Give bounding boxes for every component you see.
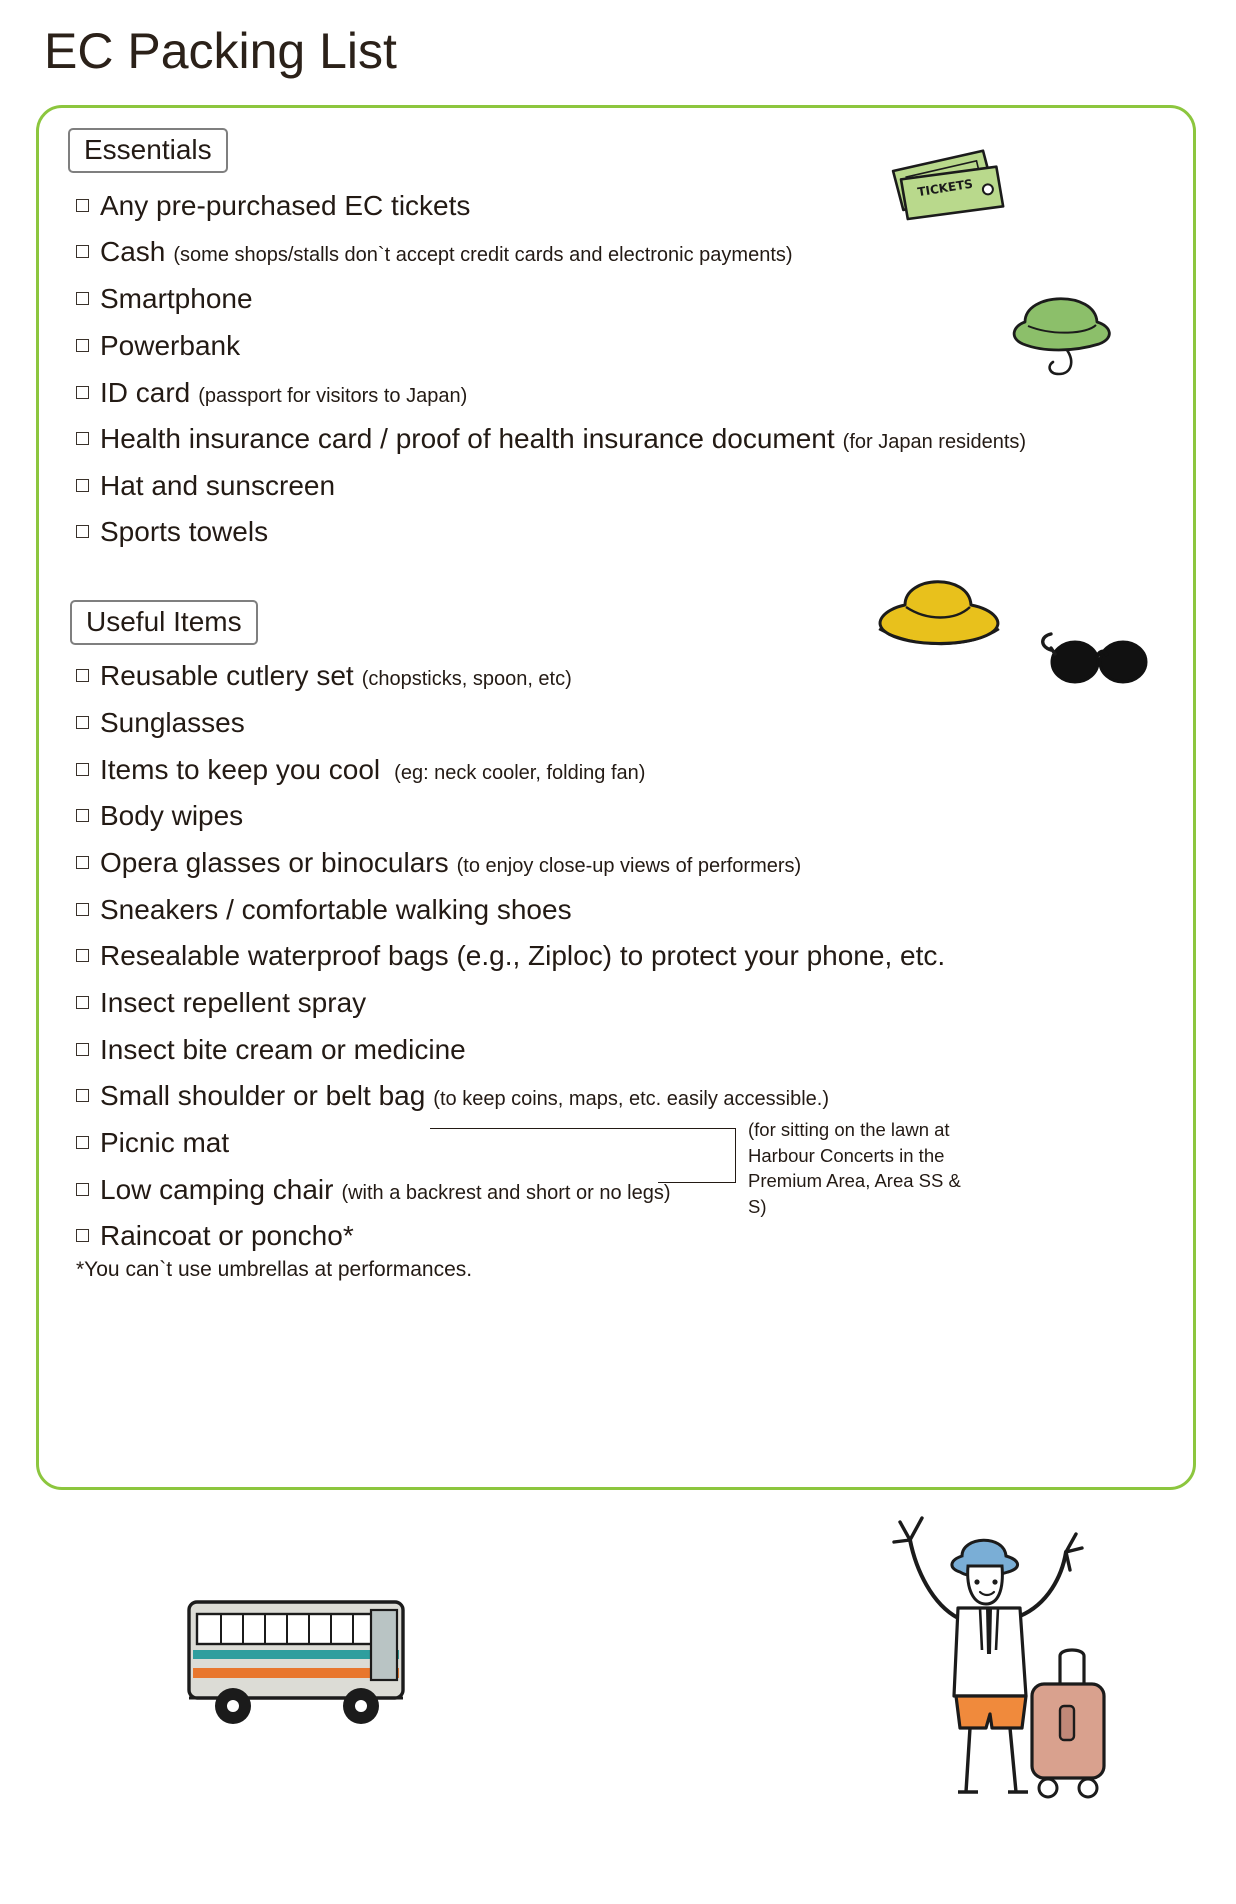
checkbox[interactable] xyxy=(76,1043,89,1056)
list-item-label: Low camping chair xyxy=(100,1174,334,1205)
list-item[interactable] xyxy=(76,1222,354,1250)
list-item-label: Small shoulder or belt bag xyxy=(100,1080,426,1111)
checkbox[interactable] xyxy=(76,292,89,305)
list-item-label: Opera glasses or binoculars xyxy=(100,847,449,878)
checkbox[interactable] xyxy=(76,949,89,962)
list-item-label: Sneakers / comfortable walking shoes xyxy=(100,894,572,925)
list-item-label: Powerbank xyxy=(100,330,241,361)
list-item[interactable] xyxy=(76,802,243,830)
list-item-note: (to enjoy close-up views of performers) xyxy=(456,855,802,877)
list-item-label: Sports towels xyxy=(100,516,269,547)
checkbox[interactable] xyxy=(76,1183,89,1196)
bracket-bottom-line xyxy=(658,1182,736,1183)
list-item[interactable] xyxy=(76,942,945,970)
list-item[interactable] xyxy=(76,989,366,1017)
list-item-label: Health insurance card / proof of health insurance document xyxy=(100,423,835,454)
list-item-note: (some shops/stalls don`t accept credit cards and electronic payments) xyxy=(173,244,793,266)
checkbox[interactable] xyxy=(76,199,89,212)
list-item[interactable] xyxy=(76,896,572,924)
list-item[interactable] xyxy=(76,238,793,266)
list-item[interactable] xyxy=(76,756,645,784)
bucket-hat-illustration xyxy=(995,270,1130,380)
checkbox[interactable] xyxy=(76,339,89,352)
list-item[interactable] xyxy=(76,709,245,737)
list-item[interactable] xyxy=(76,662,572,690)
bracket-top-line xyxy=(430,1128,736,1129)
umbrella-footnote: *You can`t use umbrellas at performances. xyxy=(76,1258,473,1281)
checkbox[interactable] xyxy=(76,716,89,729)
list-item-note: (passport for visitors to Japan) xyxy=(198,385,468,407)
list-item-note: (eg: neck cooler, folding fan) xyxy=(394,762,646,784)
list-item[interactable] xyxy=(76,1082,829,1110)
bracket-annotation-text: (for sitting on the lawn at Harbour Concerts in the Premium Area, Area SS & S) xyxy=(748,1119,961,1217)
list-item[interactable] xyxy=(76,285,253,313)
list-item-label: Raincoat or poncho* xyxy=(100,1220,354,1251)
list-item[interactable] xyxy=(76,1036,466,1064)
bracket-connector xyxy=(430,1120,760,1190)
checkbox[interactable] xyxy=(76,856,89,869)
checkbox[interactable] xyxy=(76,1089,89,1102)
list-item[interactable] xyxy=(76,192,470,220)
list-item[interactable] xyxy=(76,518,268,546)
list-item[interactable] xyxy=(76,849,801,877)
sunglasses-illustration xyxy=(1035,620,1160,695)
checkbox[interactable] xyxy=(76,996,89,1009)
list-item[interactable] xyxy=(76,472,335,500)
list-item-label: Items to keep you cool xyxy=(100,754,381,785)
list-item-note: (to keep coins, maps, etc. easily accessible.) xyxy=(433,1088,830,1110)
list-item[interactable] xyxy=(76,425,1026,453)
list-item-note: (with a backrest and short or no legs) xyxy=(341,1182,671,1204)
list-item-label: Resealable waterproof bags (e.g., Ziploc) to protect your phone, etc. xyxy=(100,940,946,971)
tickets-illustration xyxy=(880,140,1025,230)
list-item[interactable] xyxy=(76,379,467,407)
checkbox[interactable] xyxy=(76,809,89,822)
list-item-label: ID card xyxy=(100,377,191,408)
checkbox[interactable] xyxy=(76,245,89,258)
checkbox[interactable] xyxy=(76,432,89,445)
list-item-label: Cash xyxy=(100,236,166,267)
list-item-label: Smartphone xyxy=(100,283,253,314)
list-item-label: Body wipes xyxy=(100,800,244,831)
checkbox[interactable] xyxy=(76,763,89,776)
traveler-with-suitcase-illustration xyxy=(870,1500,1120,1800)
checkbox[interactable] xyxy=(76,903,89,916)
list-item-label: Reusable cutlery set xyxy=(100,660,354,691)
list-item-note: (for Japan residents) xyxy=(842,431,1027,453)
bracket-vertical-line xyxy=(735,1128,736,1183)
list-item-label: Sunglasses xyxy=(100,707,245,738)
list-item-label: Hat and sunscreen xyxy=(100,470,336,501)
checkbox[interactable] xyxy=(76,386,89,399)
checkbox[interactable] xyxy=(76,525,89,538)
checkbox[interactable] xyxy=(76,479,89,492)
straw-hat-illustration xyxy=(865,555,1015,660)
page-title: EC Packing List xyxy=(44,23,397,79)
bus-illustration xyxy=(175,1580,425,1745)
checkbox[interactable] xyxy=(76,1229,89,1242)
checkbox[interactable] xyxy=(76,1136,89,1149)
section-heading-useful-items: Useful Items xyxy=(70,600,258,645)
list-item[interactable] xyxy=(76,332,240,360)
list-item[interactable] xyxy=(76,1129,229,1157)
section-heading-essentials: Essentials xyxy=(68,128,228,173)
list-item-label: Insect repellent spray xyxy=(100,987,367,1018)
list-item-label: Any pre-purchased EC tickets xyxy=(100,190,471,221)
checkbox[interactable] xyxy=(76,669,89,682)
list-item-note: (chopsticks, spoon, etc) xyxy=(361,668,572,690)
list-item-label: Insect bite cream or medicine xyxy=(100,1034,466,1065)
list-item-label: Picnic mat xyxy=(100,1127,230,1158)
ticket-label: TICKETS xyxy=(916,176,974,200)
